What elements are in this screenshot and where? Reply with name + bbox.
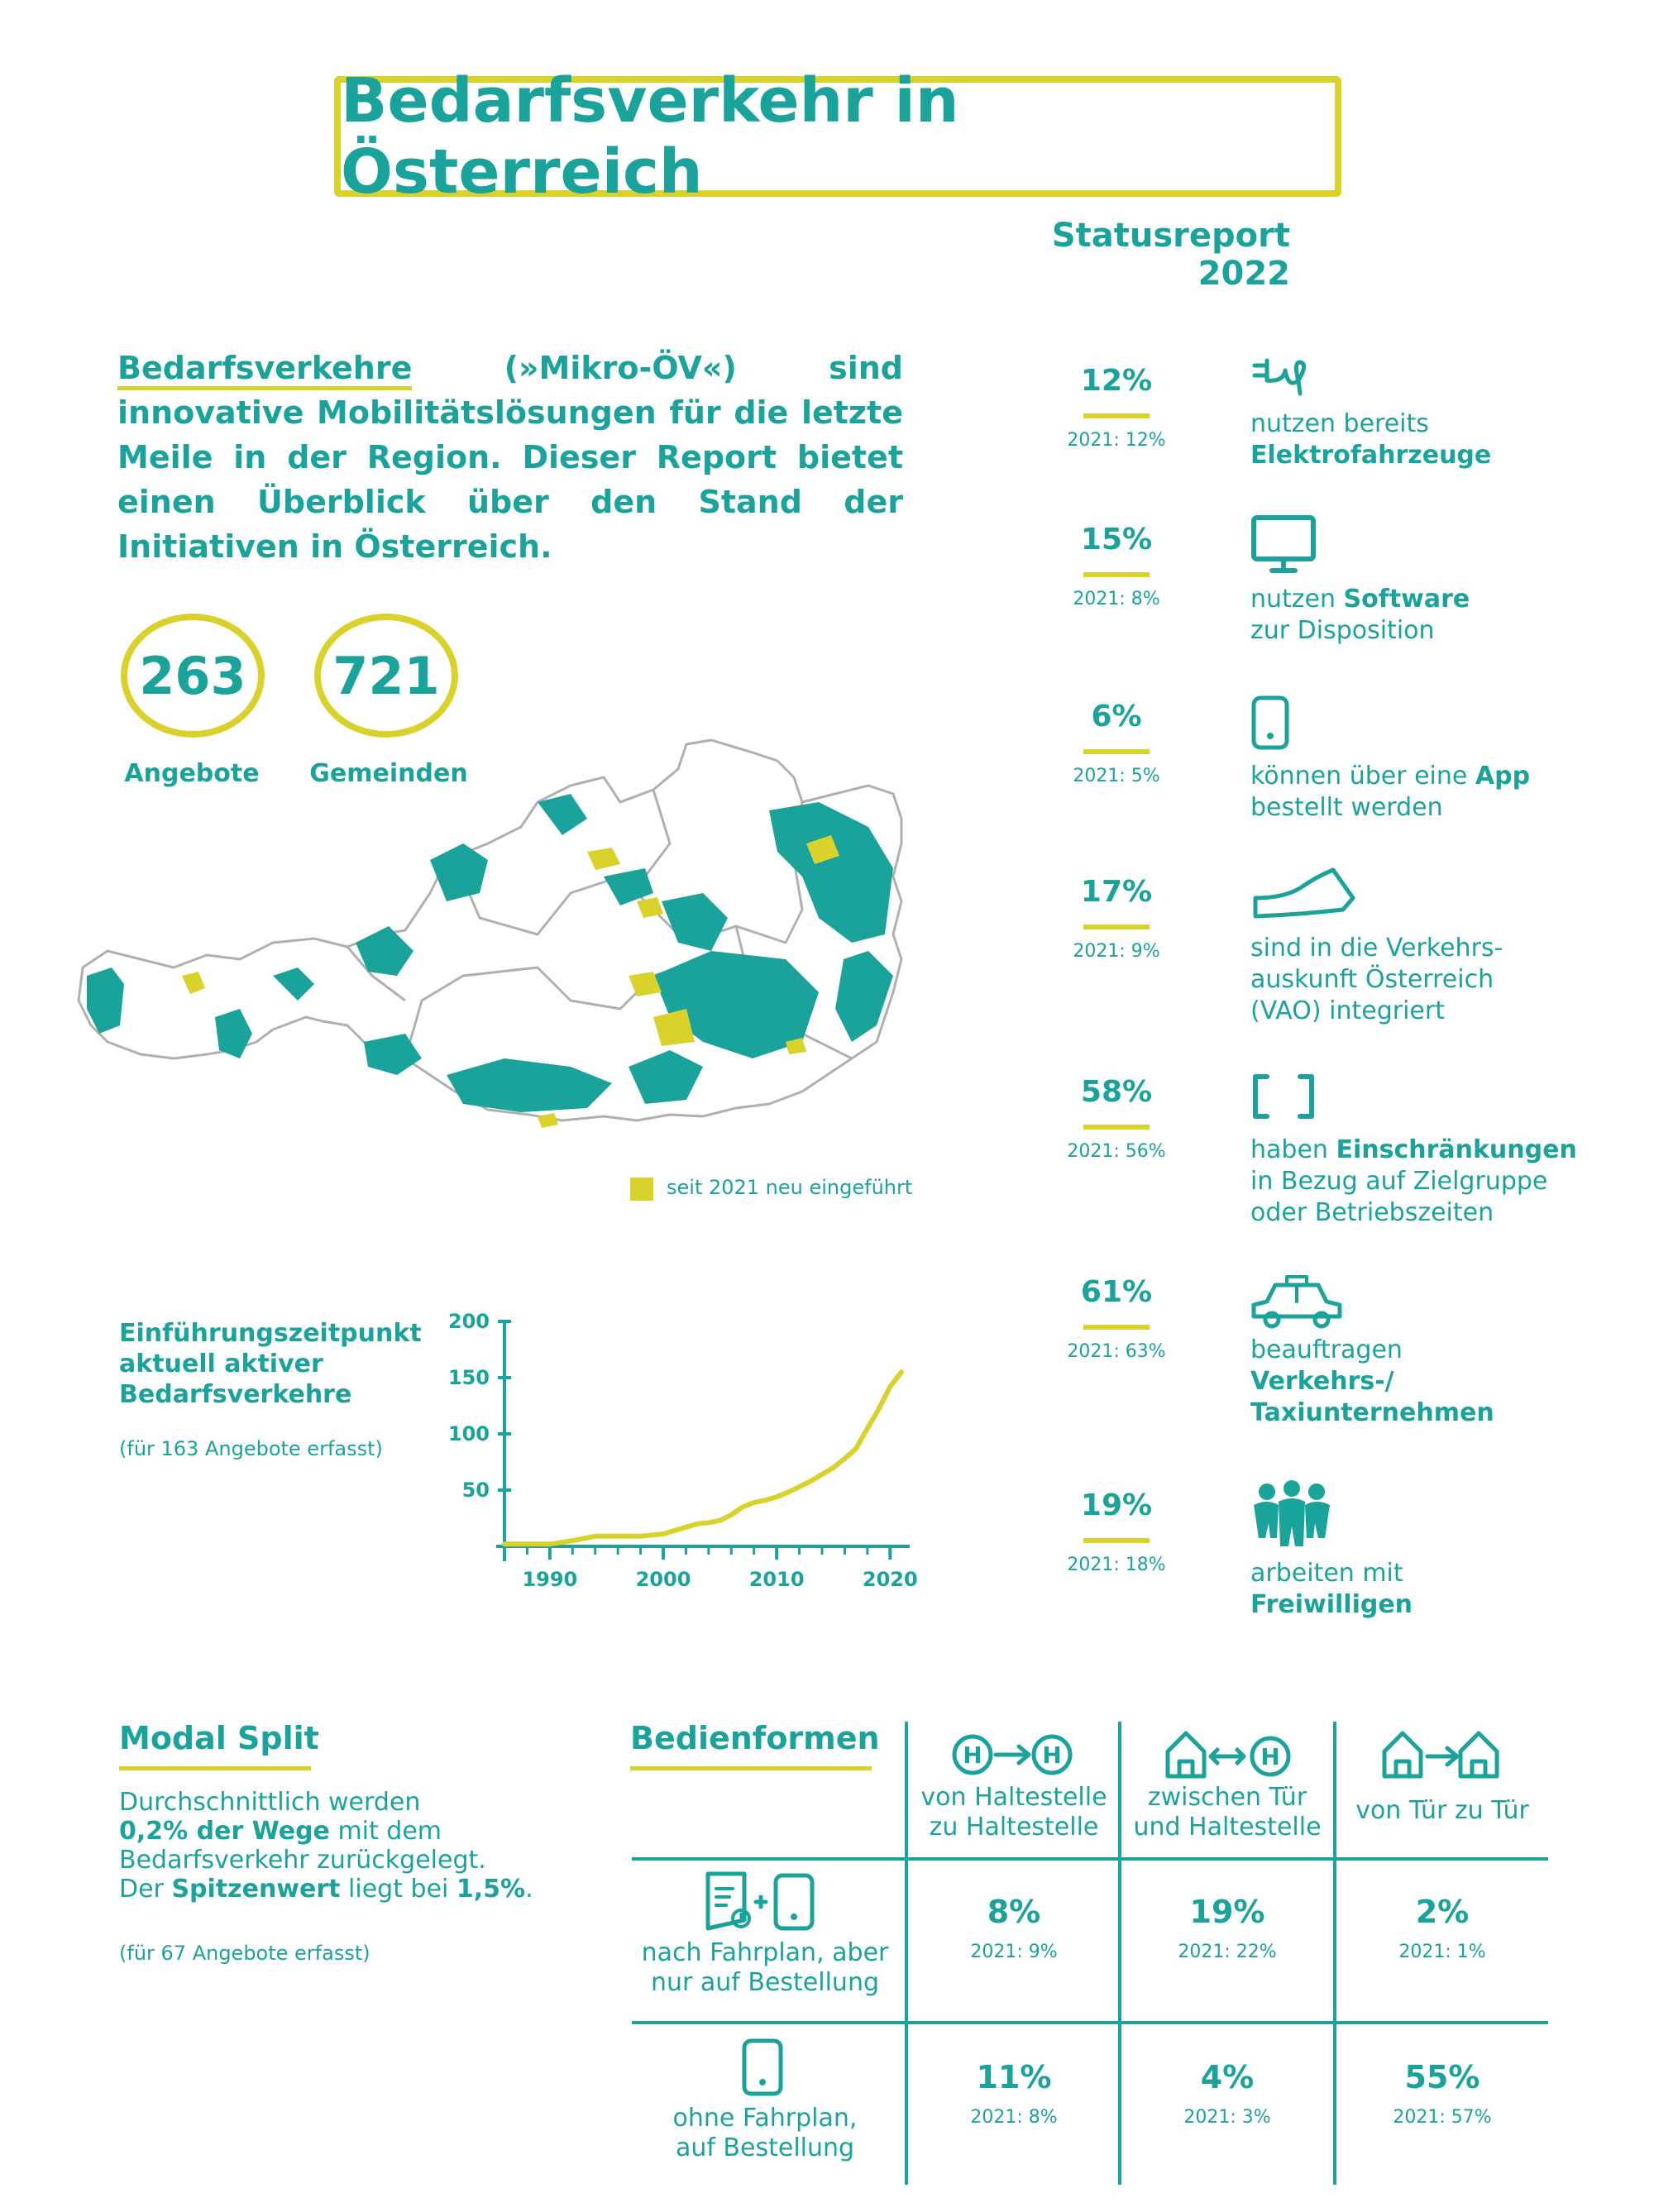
modal-split-note: (für 67 Angebote erfasst) — [119, 1942, 370, 1965]
legend-label: seit 2021 neu eingeführt — [667, 1176, 913, 1199]
modal-split-line3: Bedarfsverkehr zurückgelegt. — [119, 1846, 486, 1875]
cell-pct-r2c3: 55% — [1404, 2059, 1480, 2095]
modal-split-line4c: . — [525, 1875, 533, 1904]
stat-pct-ev: 12% — [1080, 364, 1153, 398]
col-header-stop-to-stop-l1: von Haltestelle — [920, 1783, 1107, 1812]
intro-highlight: Bedarfsverkehre — [117, 350, 412, 390]
intro-text — [117, 346, 903, 569]
stat-desc-vao-post: auskunft Österreich — [1250, 965, 1494, 994]
col-header-stop-to-stop-l2: zu Haltestelle — [929, 1813, 1099, 1842]
count-value-angebote: 263 — [139, 645, 246, 706]
chart-x-tick-label: 2020 — [862, 1568, 918, 1591]
row-header-no-timetable-l1: ohne Fahrplan, — [672, 2104, 858, 2133]
cell-pct-r1c1: 8% — [987, 1894, 1041, 1930]
stat-prev-vao: 2021: 9% — [1073, 941, 1160, 962]
chart-y-tick-label: 200 — [447, 1310, 490, 1333]
stat-prev-app: 2021: 5% — [1073, 766, 1160, 786]
stat-desc-app-line1 — [1250, 761, 1581, 792]
chart-y-ticks — [448, 1310, 511, 1502]
col-header-door-stop-l2: und Haltestelle — [1133, 1813, 1322, 1842]
stat-desc-software — [1250, 584, 1581, 647]
count-circle-gemeinden — [314, 614, 458, 738]
stat-desc-taxi-bold: Verkehrs-/ — [1250, 1367, 1394, 1396]
stat-desc-volunteers — [1250, 1558, 1581, 1621]
count-value-gemeinden: 721 — [332, 645, 440, 706]
svg-text:H: H — [1042, 1741, 1062, 1769]
modal-split-bold1: 0,2% der Wege — [119, 1817, 330, 1846]
title-box — [334, 65, 1341, 208]
stat-desc-restrictions-bold: Einschränkungen — [1336, 1135, 1577, 1164]
legend-swatch — [630, 1178, 653, 1201]
modal-split-underline — [119, 1766, 311, 1770]
row-header-no-timetable — [629, 2104, 901, 2163]
stat-bar-software — [1083, 572, 1150, 577]
stat-desc-restrictions-line1 — [1250, 1135, 1581, 1166]
col-header-stop-to-stop — [906, 1783, 1121, 1842]
row-header-timetable-l1: nach Fahrplan, aber — [641, 1938, 889, 1967]
row-header-timetable-l2: nur auf Bestellung — [650, 1968, 880, 1997]
col-header-door-stop-l1: zwischen Tür — [1147, 1783, 1307, 1812]
modal-split-line2-rest: mit dem — [329, 1817, 442, 1846]
stat-desc-vao — [1250, 933, 1581, 1027]
cell-prev-r1c2: 2021: 22% — [1178, 1942, 1277, 1962]
door-to-door-icon — [1379, 1728, 1503, 1781]
cell-prev-r2c3: 2021: 57% — [1393, 2107, 1492, 2128]
chart-x-tick-label: 2010 — [748, 1568, 805, 1591]
stat-bar-app — [1083, 749, 1150, 754]
modal-split-line4 — [119, 1875, 549, 1904]
taxi-icon — [1247, 1273, 1346, 1331]
stat-desc-restrictions-post2: oder Betriebszeiten — [1250, 1198, 1494, 1227]
people-icon — [1250, 1480, 1333, 1550]
modal-split-bold2: Spitzenwert — [171, 1875, 341, 1904]
austria-map — [74, 728, 918, 1158]
stat-desc-restrictions-post: in Bezug auf Zielgruppe — [1250, 1167, 1548, 1196]
stat-desc-ev — [1250, 408, 1581, 471]
stat-desc-software-line1 — [1250, 584, 1581, 615]
count-label-angebote: Angebote — [124, 759, 260, 788]
stat-desc-app-bold: App — [1475, 762, 1531, 791]
cell-prev-r1c3: 2021: 1% — [1398, 1942, 1486, 1962]
stat-desc-app-post: bestellt werden — [1250, 793, 1443, 822]
stat-desc-vao-pre: sind in die Verkehrs- — [1250, 934, 1503, 963]
stat-desc-software-bold: Software — [1343, 585, 1470, 614]
chart-x-tick-label: 1990 — [522, 1568, 578, 1591]
stat-desc-vao-post2: (VAO) integriert — [1250, 996, 1445, 1025]
stat-desc-taxi — [1250, 1335, 1581, 1429]
stat-prev-restrictions: 2021: 56% — [1067, 1141, 1166, 1162]
stat-desc-ev-bold: Elektrofahrzeuge — [1250, 441, 1492, 470]
modal-split-title: Modal Split — [119, 1720, 319, 1756]
stat-desc-taxi-bold2: Taxiunternehmen — [1250, 1398, 1494, 1427]
stat-pct-volunteers: 19% — [1080, 1488, 1153, 1522]
row-header-timetable — [629, 1938, 901, 1998]
modal-split-text — [119, 1788, 549, 1904]
monitor-icon — [1250, 514, 1317, 576]
intro-body: (»Mikro-ÖV«) sind innovative Mobilitätslösungen für die letzte Meile in der Region. Dieser Report bietet einen Überblick über den Stand der Initiativen in Österreich. — [117, 350, 903, 565]
stat-pct-taxi: 61% — [1080, 1275, 1153, 1309]
stat-prev-ev: 2021: 12% — [1067, 430, 1166, 451]
row-header-no-timetable-l2: auf Bestellung — [675, 2133, 855, 2162]
stat-desc-volunteers-pre: arbeiten mit — [1250, 1559, 1403, 1588]
chart-title: Einführungszeitpunkt aktuell aktiver Bedarfsverkehre — [119, 1319, 422, 1409]
modal-split-line2 — [119, 1817, 549, 1846]
brackets-icon — [1250, 1073, 1317, 1120]
table-hline-1 — [632, 1857, 1548, 1861]
chart-y-tick-label: 50 — [461, 1479, 490, 1502]
stat-bar-vao — [1083, 924, 1150, 929]
stat-desc-app-pre: können über eine — [1250, 762, 1475, 791]
cell-pct-r1c2: 19% — [1189, 1894, 1265, 1930]
door-stop-icon — [1163, 1728, 1295, 1781]
svg-text:H: H — [1260, 1743, 1280, 1770]
stat-prev-taxi: 2021: 63% — [1067, 1341, 1166, 1362]
ev-plug-icon — [1250, 356, 1317, 397]
stat-desc-taxi-pre: beauftragen — [1250, 1335, 1403, 1364]
modal-split-bold3: 1,5% — [456, 1875, 526, 1904]
cell-prev-r1c1: 2021: 9% — [970, 1942, 1058, 1962]
cell-pct-r2c2: 4% — [1200, 2059, 1255, 2095]
stat-bar-restrictions — [1083, 1125, 1150, 1130]
cell-prev-r2c2: 2021: 3% — [1183, 2107, 1271, 2128]
col-header-door-to-door-l1: von Tür zu Tür — [1355, 1796, 1529, 1825]
stat-pct-app: 6% — [1091, 700, 1142, 733]
chart-y-tick-label: 100 — [447, 1422, 490, 1445]
stat-bar-volunteers — [1083, 1538, 1150, 1543]
chart-series-line — [504, 1372, 901, 1544]
bedienformen-underline — [630, 1766, 872, 1770]
chart-x-tick-label: 2000 — [635, 1568, 691, 1591]
ramp-icon — [1250, 865, 1358, 923]
phone-icon — [741, 2036, 787, 2099]
cell-prev-r2c1: 2021: 8% — [970, 2107, 1058, 2128]
count-label-gemeinden: Gemeinden — [309, 759, 468, 788]
stat-desc-volunteers-bold: Freiwilligen — [1250, 1590, 1413, 1619]
stat-prev-software: 2021: 8% — [1073, 589, 1160, 609]
bedienformen-title: Bedienformen — [630, 1720, 880, 1756]
col-header-door-to-door — [1335, 1796, 1550, 1826]
stat-prev-volunteers: 2021: 18% — [1067, 1555, 1166, 1575]
count-circle-angebote — [121, 614, 265, 738]
stat-bar-taxi — [1083, 1325, 1150, 1330]
smartphone-icon — [1250, 695, 1292, 752]
modal-split-line4a: Der — [119, 1875, 172, 1904]
page-subtitle: Statusreport 2022 — [1051, 217, 1290, 293]
stat-desc-restrictions — [1250, 1135, 1581, 1229]
modal-split-line4b: liegt bei — [340, 1875, 457, 1904]
svg-text:H: H — [963, 1741, 982, 1769]
stat-desc-software-post: zur Disposition — [1250, 616, 1435, 645]
modal-split-line1: Durchschnittlich werden — [119, 1788, 421, 1817]
cell-pct-r1c3: 2% — [1415, 1894, 1470, 1930]
line-chart — [438, 1307, 926, 1604]
col-header-door-stop — [1120, 1783, 1335, 1842]
chart-x-ticks — [504, 1546, 918, 1591]
page-title: Bedarfsverkehr in Österreich — [341, 65, 959, 208]
stat-bar-ev — [1083, 413, 1150, 418]
cell-pct-r2c1: 11% — [976, 2059, 1052, 2095]
stat-desc-app — [1250, 761, 1581, 824]
stat-desc-restrictions-pre: haben — [1250, 1135, 1336, 1164]
stat-pct-software: 15% — [1080, 523, 1153, 557]
table-hline-2 — [632, 2021, 1548, 2024]
stat-pct-vao: 17% — [1080, 875, 1153, 909]
chart-y-tick-label: 150 — [447, 1366, 490, 1389]
stat-pct-restrictions: 58% — [1080, 1075, 1153, 1109]
stat-desc-ev-pre: nutzen bereits — [1250, 409, 1429, 438]
timetable-phone-icon — [703, 1870, 819, 1933]
stat-desc-software-pre: nutzen — [1250, 585, 1344, 614]
stop-to-stop-icon — [951, 1730, 1075, 1780]
chart-note: (für 163 Angebote erfasst) — [119, 1437, 383, 1460]
